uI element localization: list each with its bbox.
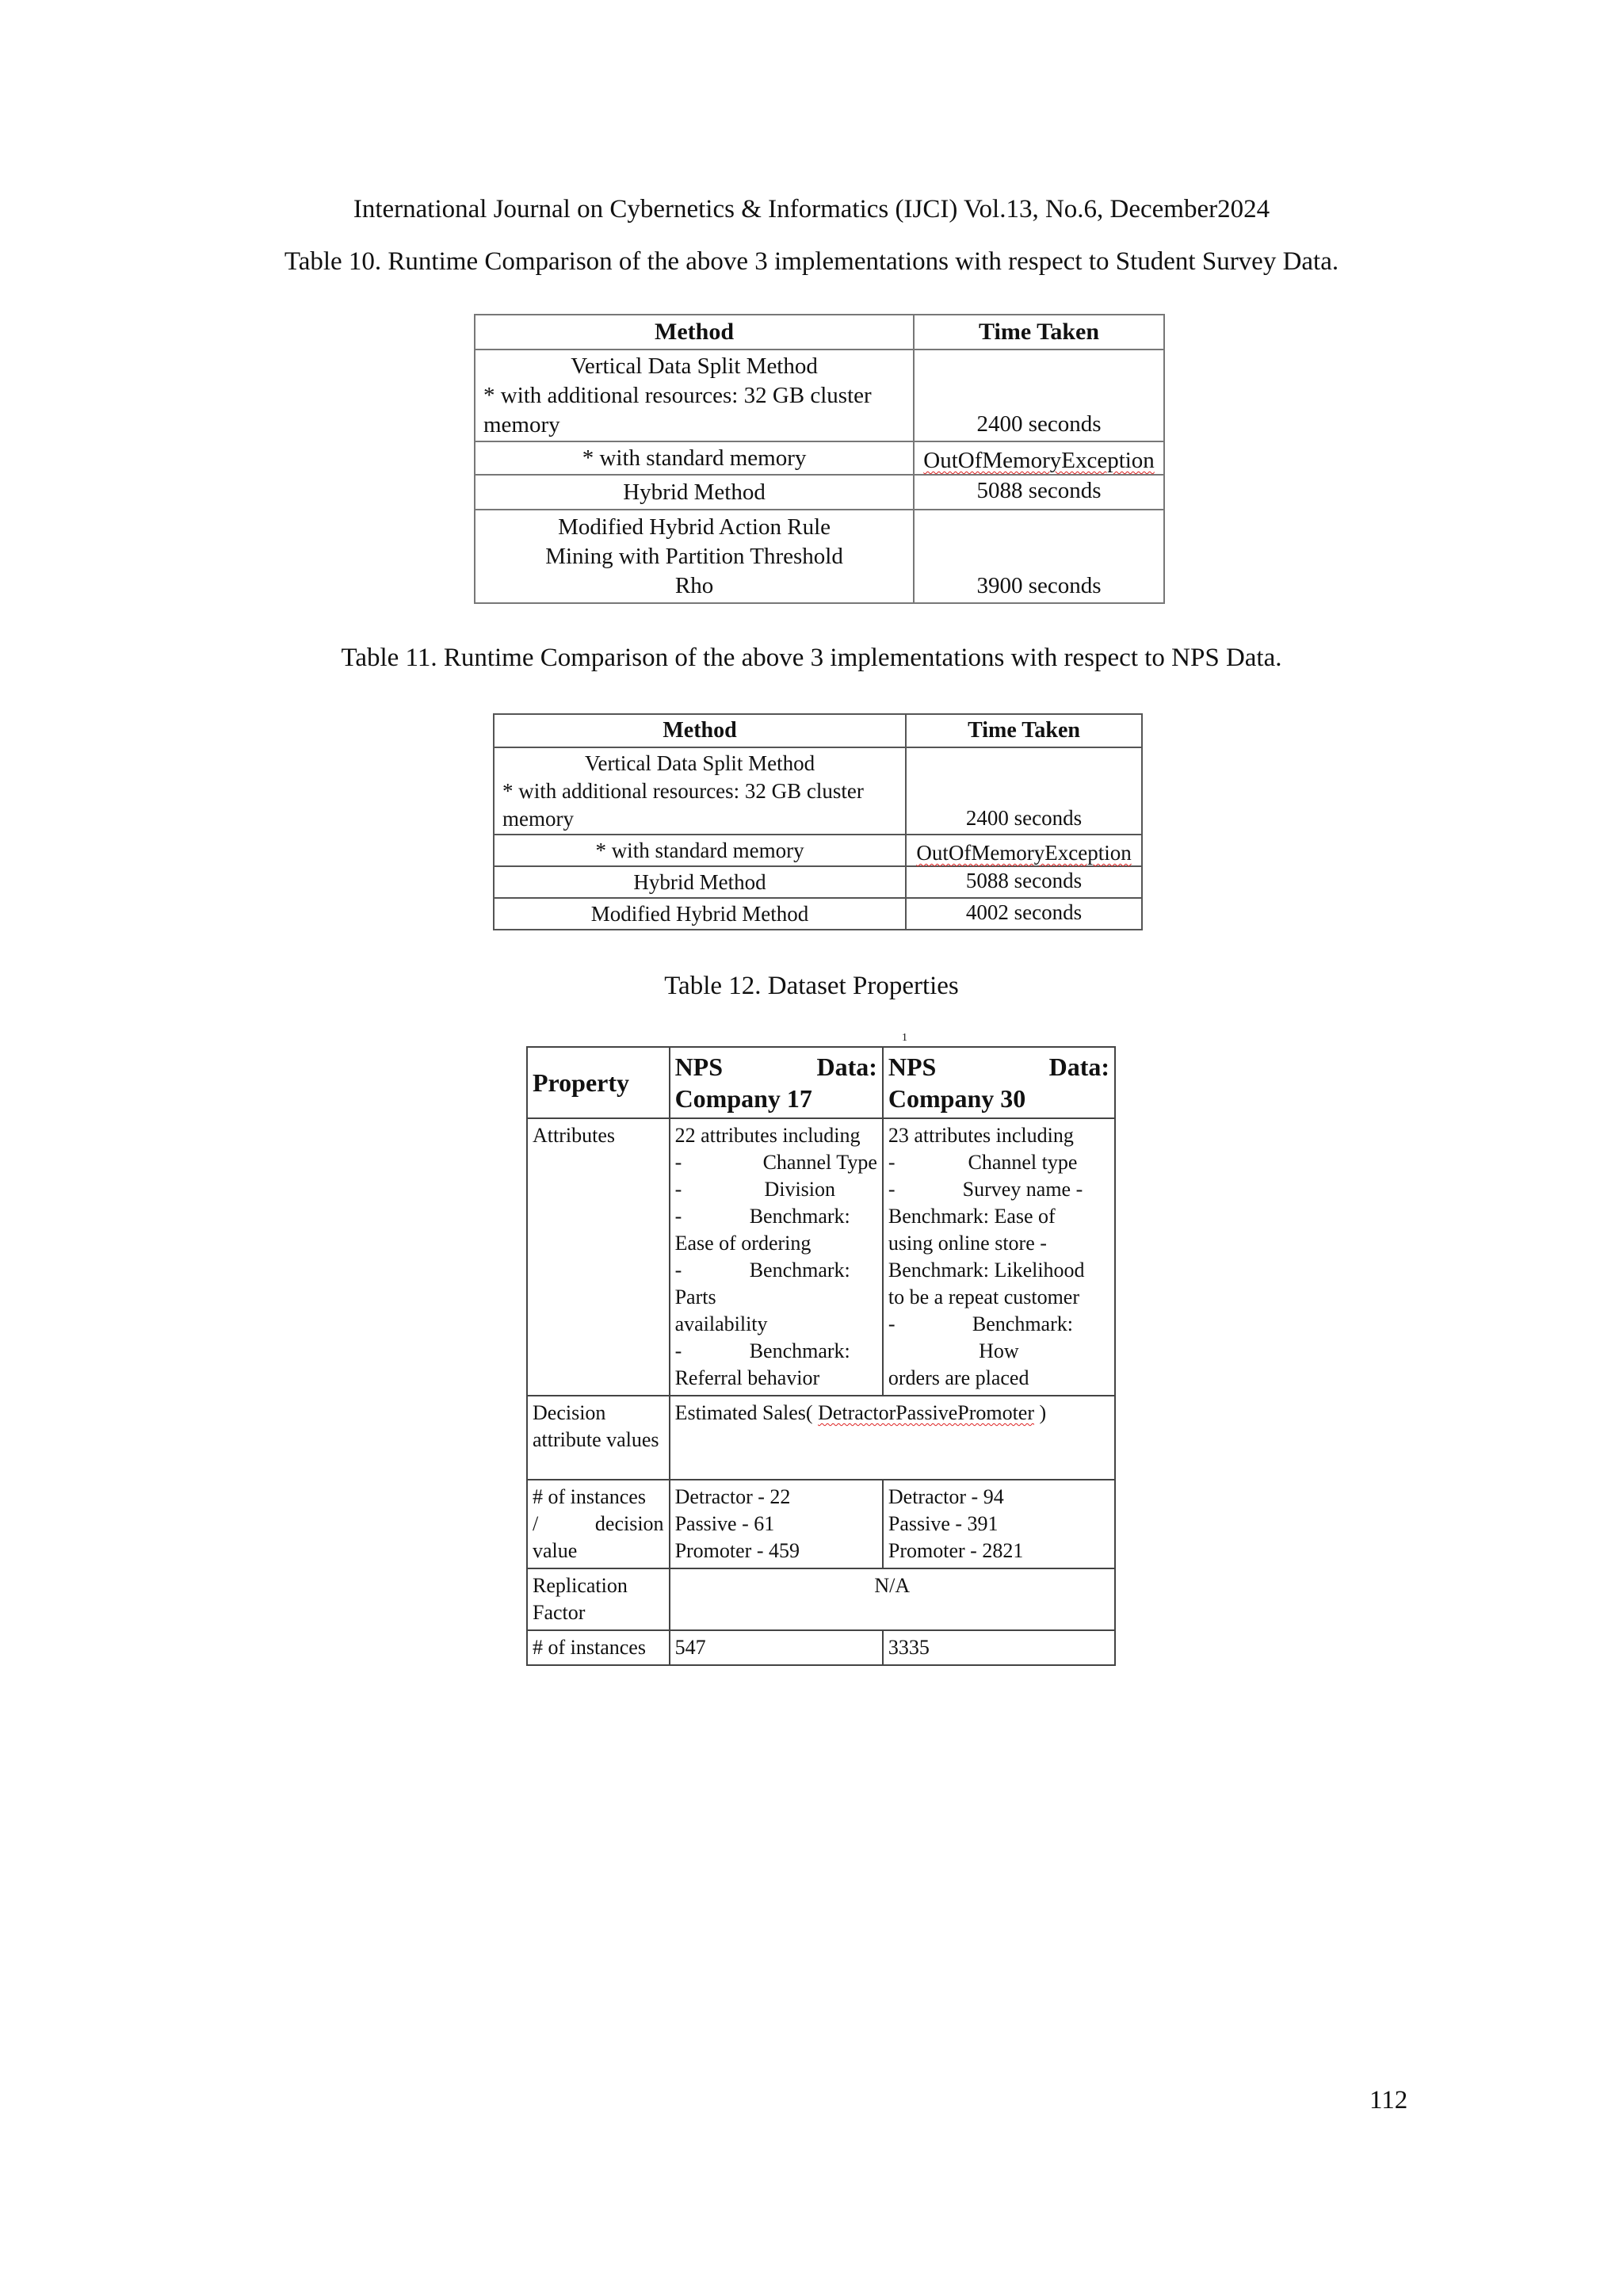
attr-line: 22 attributes including xyxy=(674,1124,861,1147)
count-line: Promoter - 2821 xyxy=(888,1539,1024,1562)
attr-line: Benchmark: Likelihood xyxy=(888,1259,1085,1282)
table-10-caption: Table 10. Runtime Comparison of the above 3 implementations with respect to Student Survey Data. xyxy=(284,247,1339,276)
decision-values-cell xyxy=(670,1396,1115,1480)
method-cell xyxy=(475,350,914,441)
attr-text: Channel type xyxy=(968,1151,1078,1174)
label-line: attribute values xyxy=(533,1428,659,1451)
table-header-row xyxy=(527,1047,1115,1118)
attr-line xyxy=(675,1149,877,1176)
attr-line xyxy=(675,1257,877,1284)
method-line: memory xyxy=(502,806,574,831)
table-row xyxy=(527,1396,1115,1480)
attr-text: Survey name - xyxy=(962,1178,1083,1201)
method-cell: Modified Hybrid Method xyxy=(494,898,906,930)
table-row xyxy=(494,747,1142,835)
attr-line: orders are placed xyxy=(888,1366,1029,1389)
time-cell: 5088 seconds xyxy=(906,866,1142,898)
time-cell xyxy=(906,835,1142,866)
table-row xyxy=(494,835,1142,866)
attr-line xyxy=(675,1203,877,1230)
time-cell: 2400 seconds xyxy=(914,350,1164,441)
attr-line: Parts xyxy=(674,1286,716,1308)
time-cell: 4002 seconds xyxy=(906,898,1142,930)
table-12-caption: Table 12. Dataset Properties xyxy=(664,972,959,1000)
table-header-row xyxy=(475,315,1164,350)
dash: - xyxy=(674,1151,682,1174)
attr-line xyxy=(888,1311,1109,1338)
column-header-method: Method xyxy=(494,714,906,747)
instances-cell-company-17 xyxy=(670,1480,883,1568)
time-cell: 5088 seconds xyxy=(914,475,1164,510)
label-word: decision xyxy=(594,1512,664,1535)
method-cell: Hybrid Method xyxy=(494,866,906,898)
count-line: Promoter - 459 xyxy=(674,1539,800,1562)
attributes-cell-company-30 xyxy=(883,1118,1115,1396)
dash: - xyxy=(674,1205,682,1228)
dash: - xyxy=(674,1259,682,1282)
table-row xyxy=(475,475,1164,510)
method-line: Vertical Data Split Method xyxy=(584,751,815,775)
dash: - xyxy=(888,1178,896,1201)
attr-line: Ease of ordering xyxy=(674,1232,812,1255)
attr-line: How xyxy=(979,1339,1019,1362)
column-header-time: Time Taken xyxy=(906,714,1142,747)
table-row xyxy=(475,350,1164,441)
method-line: * with additional resources: 32 GB cluster xyxy=(483,382,872,408)
stray-mark: 1 xyxy=(902,1032,907,1044)
time-cell: 2400 seconds xyxy=(906,747,1142,835)
label-line: Decision xyxy=(533,1401,606,1424)
time-cell: 3900 seconds xyxy=(914,510,1164,603)
count-line: Passive - 391 xyxy=(888,1512,999,1535)
row-label: Attributes xyxy=(527,1118,670,1396)
label-line: Factor xyxy=(533,1601,586,1624)
attr-line xyxy=(888,1176,1109,1203)
table-row xyxy=(494,898,1142,930)
method-cell: * with standard memory xyxy=(494,835,906,866)
table-row xyxy=(527,1630,1115,1665)
replication-cell: N/A xyxy=(670,1568,1115,1630)
dash: - xyxy=(888,1151,896,1174)
label-word: / xyxy=(533,1512,539,1535)
attr-text: Benchmark: xyxy=(749,1339,850,1362)
total-cell-company-30: 3335 xyxy=(883,1630,1115,1665)
exception-text: OutOfMemoryException xyxy=(916,841,1132,865)
attributes-cell-company-17 xyxy=(670,1118,883,1396)
table-row xyxy=(494,866,1142,898)
attr-text: Channel Type xyxy=(762,1151,877,1174)
attr-line: Referral behavior xyxy=(674,1366,820,1389)
attr-text: Benchmark: xyxy=(749,1205,850,1228)
label-line: Replication xyxy=(533,1574,628,1597)
attr-line xyxy=(675,1338,877,1365)
exception-text: OutOfMemoryException xyxy=(923,448,1155,473)
header-word: Company 30 xyxy=(888,1084,1026,1113)
attr-line: Benchmark: Ease of xyxy=(888,1205,1056,1228)
row-label xyxy=(527,1396,670,1480)
table-11-caption: Table 11. Runtime Comparison of the above 3 implementations with respect to NPS Data. xyxy=(341,644,1282,672)
method-cell xyxy=(475,510,914,603)
attr-line: using online store - xyxy=(888,1232,1047,1255)
dash: - xyxy=(674,1178,682,1201)
table-10 xyxy=(474,314,1165,604)
time-cell xyxy=(914,441,1164,475)
method-cell: Hybrid Method xyxy=(475,475,914,510)
attr-line: to be a repeat customer xyxy=(888,1286,1079,1308)
column-header-time: Time Taken xyxy=(914,315,1164,350)
table-row xyxy=(475,510,1164,603)
running-header: International Journal on Cybernetics & Informatics (IJCI) Vol.13, No.6, December2024 xyxy=(353,195,1270,223)
attr-text: Benchmark: xyxy=(749,1259,850,1282)
method-cell: * with standard memory xyxy=(475,441,914,475)
decision-prefix: Estimated Sales( xyxy=(674,1401,813,1424)
total-cell-company-17: 547 xyxy=(670,1630,883,1665)
row-label xyxy=(527,1480,670,1568)
row-label: # of instances xyxy=(527,1630,670,1665)
page-number: 112 xyxy=(1369,2086,1408,2115)
decision-suffix: ) xyxy=(1039,1401,1047,1424)
table-row xyxy=(475,441,1164,475)
method-line: Modified Hybrid Action Rule xyxy=(558,514,831,540)
dash: - xyxy=(674,1339,682,1362)
attr-line xyxy=(888,1149,1109,1176)
label-line: # of instances xyxy=(533,1485,646,1508)
column-header-method: Method xyxy=(475,315,914,350)
header-word: NPS xyxy=(888,1052,937,1081)
row-label xyxy=(527,1568,670,1630)
table-row xyxy=(527,1568,1115,1630)
attr-text: Division xyxy=(764,1178,836,1201)
table-row xyxy=(527,1118,1115,1396)
header-word: Data: xyxy=(1048,1052,1109,1081)
header-word: NPS xyxy=(674,1052,724,1081)
count-line: Detractor - 22 xyxy=(674,1485,791,1508)
method-line: * with additional resources: 32 GB cluster xyxy=(502,778,864,803)
table-row xyxy=(527,1480,1115,1568)
table-12 xyxy=(526,1046,1116,1666)
count-line: Passive - 61 xyxy=(674,1512,775,1535)
method-line: Rho xyxy=(674,572,714,598)
method-line: Vertical Data Split Method xyxy=(571,353,818,379)
table-11 xyxy=(493,713,1143,930)
method-line: Mining with Partition Threshold xyxy=(545,543,843,569)
decision-value: DetractorPassivePromoter xyxy=(818,1401,1035,1424)
method-cell xyxy=(494,747,906,835)
column-header-company-30 xyxy=(883,1047,1115,1118)
count-line: Detractor - 94 xyxy=(888,1485,1004,1508)
dash: - xyxy=(888,1312,896,1335)
attr-line: availability xyxy=(674,1312,768,1335)
attr-text: Benchmark: xyxy=(972,1312,1073,1335)
column-header-company-17 xyxy=(670,1047,883,1118)
label-line: value xyxy=(533,1539,578,1562)
header-word: Data: xyxy=(816,1052,877,1081)
header-word: Company 17 xyxy=(674,1084,812,1113)
attr-line: 23 attributes including xyxy=(888,1124,1074,1147)
attr-line xyxy=(675,1176,877,1203)
column-header-property: Property xyxy=(527,1047,670,1118)
instances-cell-company-30 xyxy=(883,1480,1115,1568)
method-line: memory xyxy=(483,411,560,437)
table-header-row xyxy=(494,714,1142,747)
